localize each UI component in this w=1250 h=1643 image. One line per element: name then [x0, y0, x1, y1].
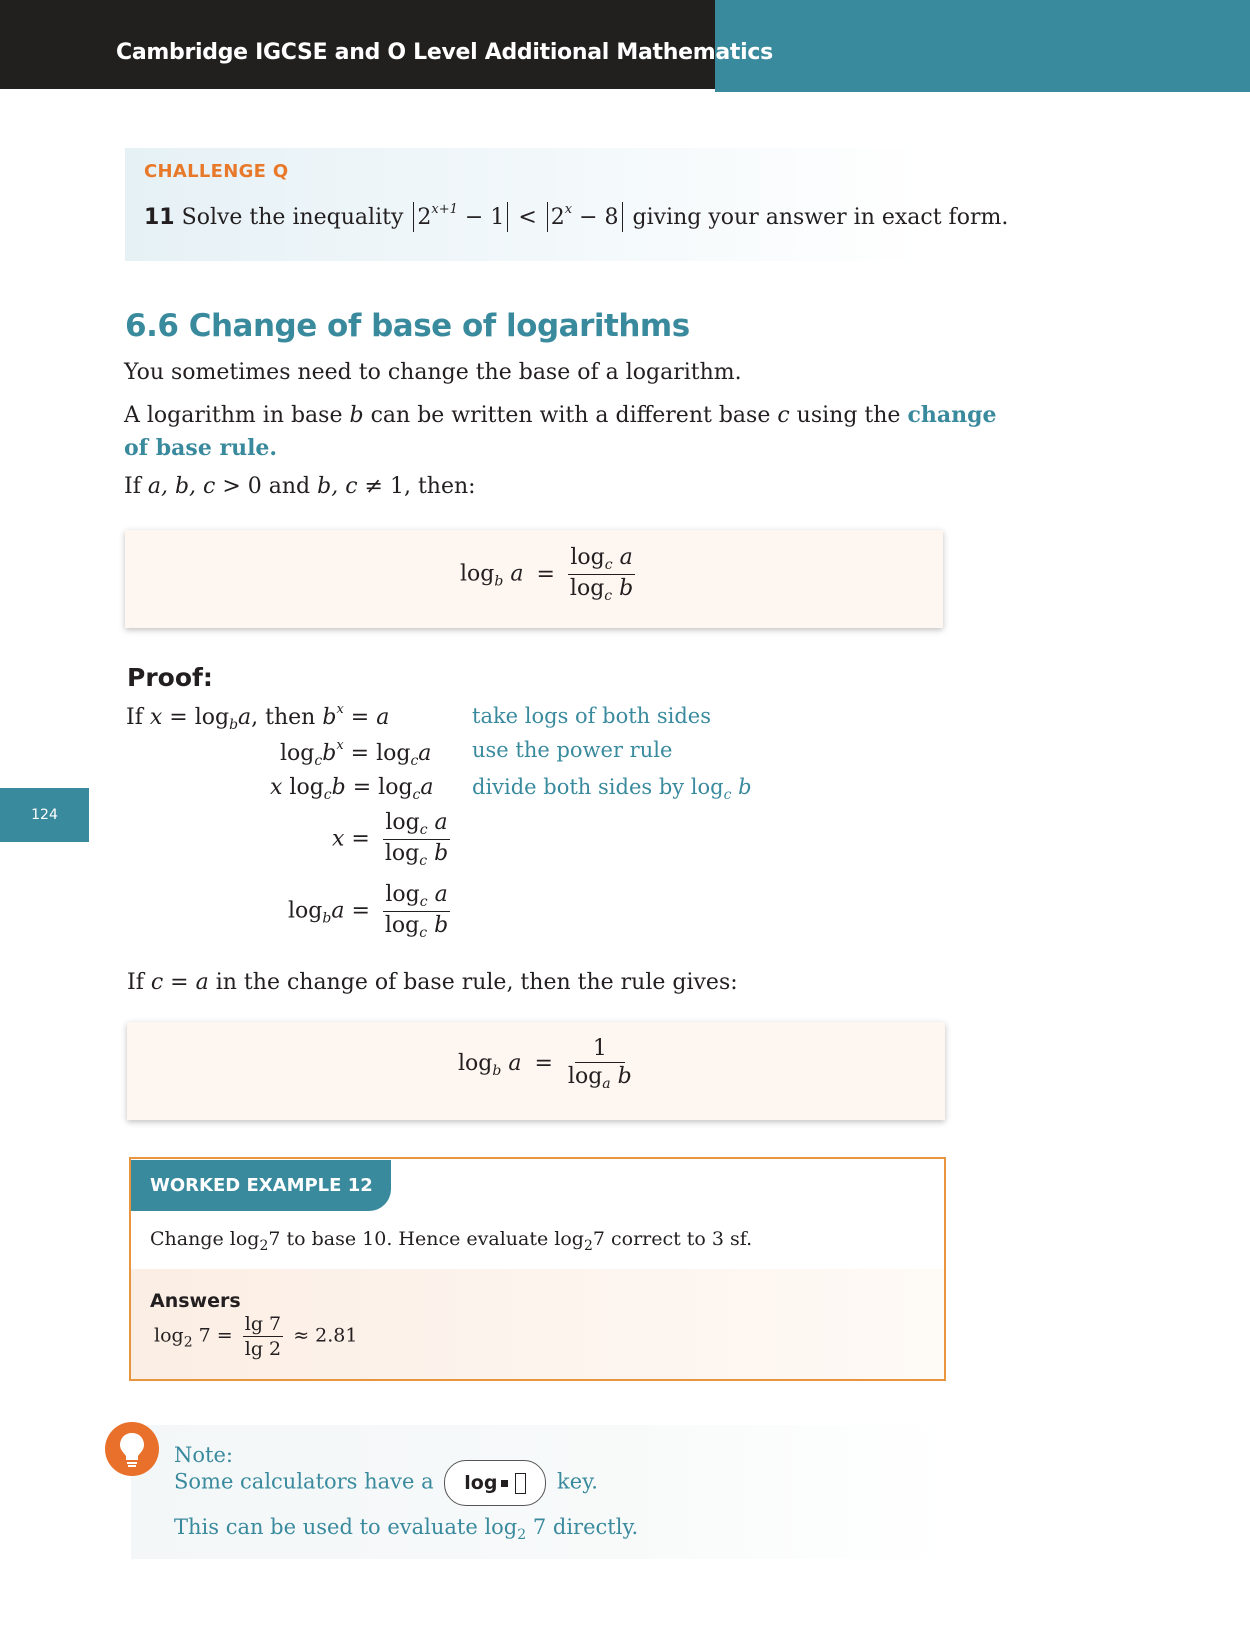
note-title: Note:: [174, 1443, 233, 1467]
header-accent: [715, 0, 1250, 92]
proof-note-3: divide both sides by $\log_c b$: [472, 775, 752, 803]
rule-paragraph: A logarithm in base b can be written with a different base c using the change: [124, 402, 997, 428]
note-line-2: This can be used to evaluate $\log_2 7$ directly.: [174, 1515, 639, 1543]
proof-note-2: use the power rule: [472, 738, 673, 762]
intro-paragraph: You sometimes need to change the base of a logarithm.: [124, 360, 742, 385]
calculator-log-key: log: [444, 1460, 546, 1506]
change-of-base-formula: $\log_b a$ = $\frac{\log_c a}{\log_c b}$: [460, 545, 634, 604]
proof-line-1: If $x = \log_ba$, then $b^x = a$: [126, 702, 390, 733]
key-term-link: change: [907, 402, 997, 428]
worked-example-label: WORKED EXAMPLE 12: [131, 1160, 391, 1211]
worked-example-question: Change $\log_27$ to base 10. Hence evaluate $\log_27$ correct to 3 sf.: [150, 1228, 753, 1254]
condition-paragraph: If a, b, c > 0 and b, c ≠ 1, then:: [124, 474, 476, 499]
proof-note-1: take logs of both sides: [472, 704, 711, 728]
proof-title: Proof:: [127, 663, 213, 692]
challenge-question: 11 Solve the inequality $2^{x+1} - 1 < 2^x - 8$ giving your answer in exact form.: [144, 202, 1009, 230]
special-case-paragraph: If c = a in the change of base rule, then the rule gives:: [127, 970, 738, 995]
proof-line-5: $\log_ba$ = $\frac{\log_c a}{\log_c b}$: [288, 882, 449, 941]
section-title: 6.6 Change of base of logarithms: [125, 308, 690, 344]
question-number: 11: [144, 205, 175, 230]
reciprocal-formula: $\log_b a$ = $\frac{1}{\log_a b}$: [458, 1036, 632, 1092]
answers-label: Answers: [150, 1290, 241, 1312]
proof-line-2: $\log_cb^x = \log_ca$: [280, 738, 432, 769]
challenge-label: CHALLENGE Q: [144, 161, 289, 182]
proof-line-3: x $\log_cb = \log_ca$: [270, 775, 434, 803]
worked-example-answer: $\log_2 7$ = $\frac{\lg 7}{\lg 2}$ ≈ 2.81: [154, 1313, 358, 1360]
note-line-1: Some calculators have a log key.: [174, 1460, 598, 1506]
proof-line-4: x = $\frac{\log_c a}{\log_c b}$: [332, 810, 449, 869]
key-term-link-cont: of base rule.: [124, 435, 278, 461]
book-title: Cambridge IGCSE and O Level Additional Mathematics: [116, 40, 773, 65]
lightbulb-icon: [105, 1422, 159, 1476]
page-number: 124: [0, 788, 89, 842]
